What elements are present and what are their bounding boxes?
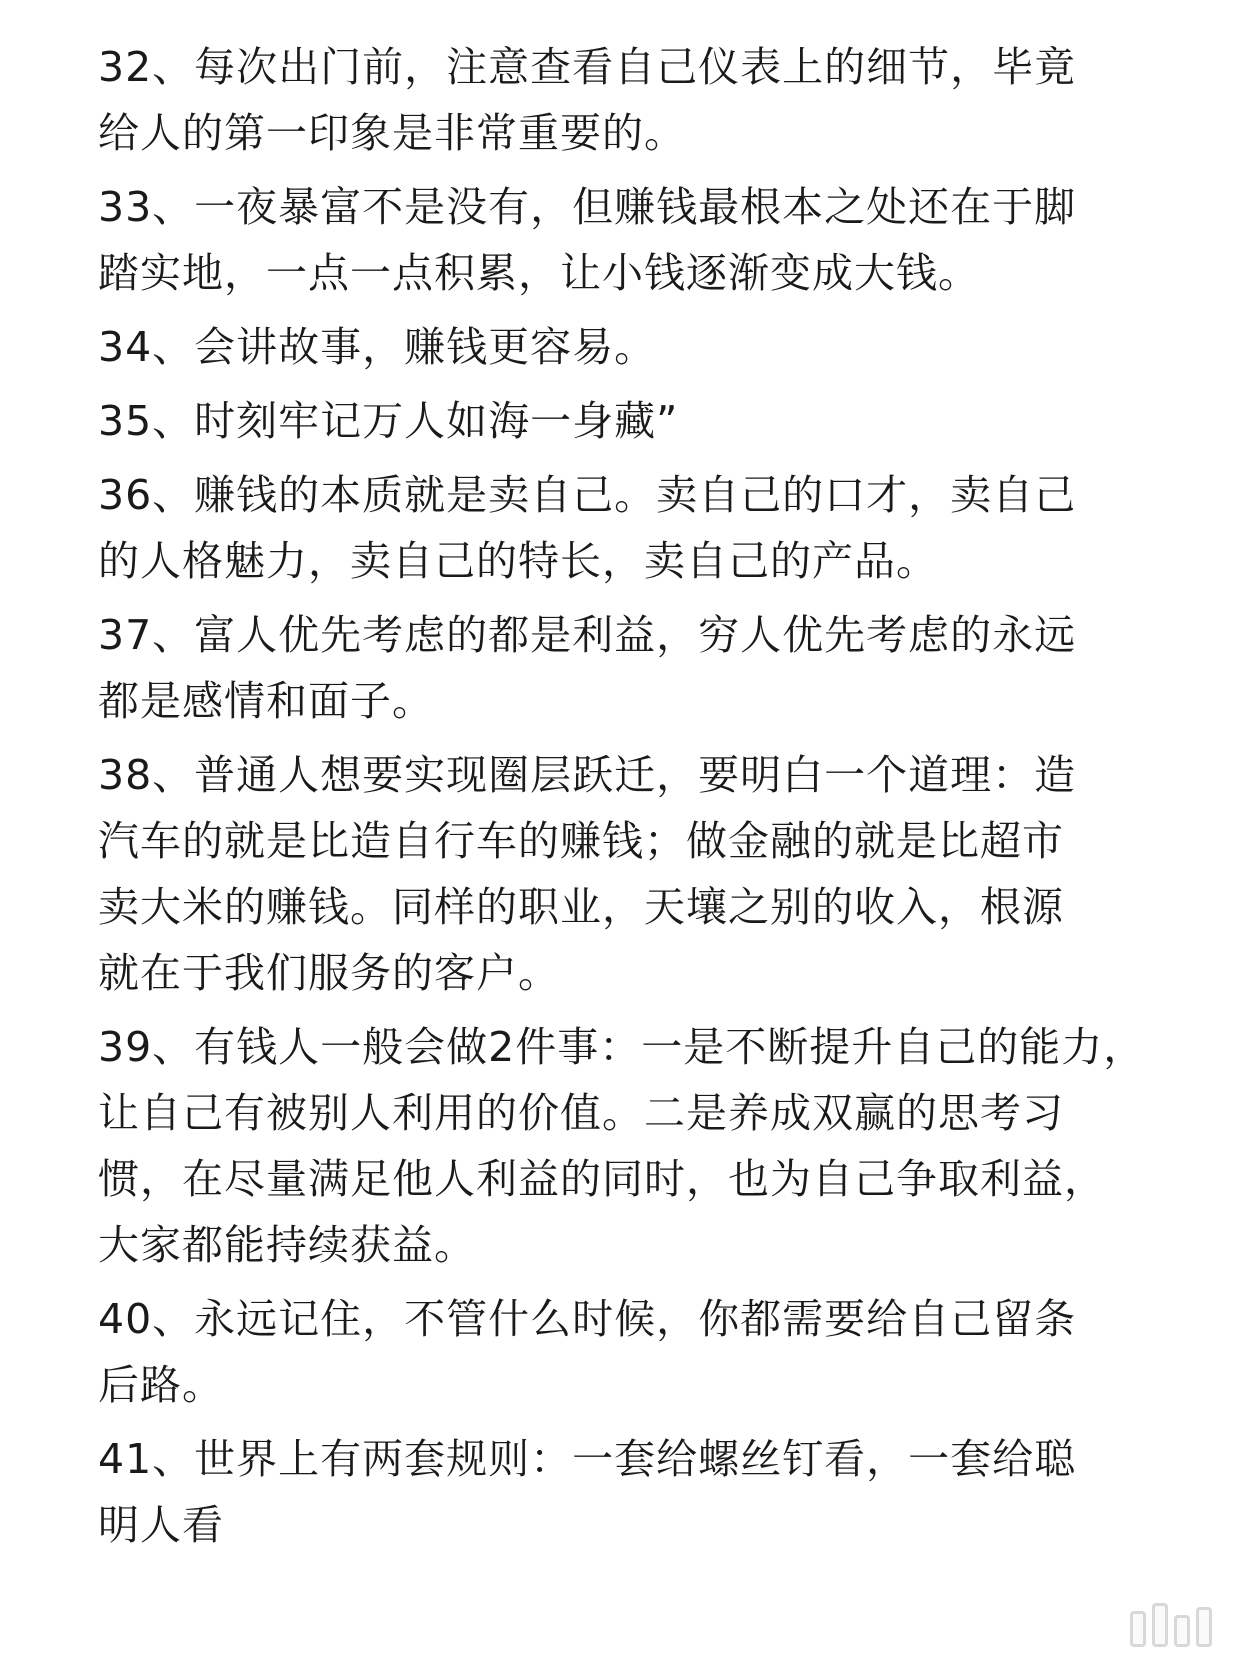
watermark-logo [1130, 1603, 1212, 1647]
list-item-37: 37、富人优先考虑的都是利益，穷人优先考虑的永远 都是感情和面子。 [98, 611, 1077, 725]
list-item-38: 38、普通人想要实现圈层跃迁，要明白一个道理：造 汽车的就是比造自行车的赚钱；做金融的就是比超市 卖大米的赚钱。同样的职业，天壤之别的收入，根源 就在于我们服务的客户。 [98, 751, 1077, 997]
watermark-bar [1174, 1615, 1190, 1647]
numbered-list [98, 34, 1158, 1566]
list-item-41: 41、世界上有两套规则：一套给螺丝钉看，一套给聪 明人看 [98, 1435, 1077, 1549]
list-item-39: 39、有钱人一般会做2件事：一是不断提升自己的能力， 让自己有被别人利用的价值。二是养成双赢的思考习 惯，在尽量满足他人利益的同时，也为自己争取利益， 大家都能持续获益。 [98, 1023, 1146, 1269]
watermark-bar [1196, 1607, 1212, 1647]
list-item-40: 40、永远记住，不管什么时候，你都需要给自己留条 后路。 [98, 1295, 1077, 1409]
list-item-36: 36、赚钱的本质就是卖自己。卖自己的口才，卖自己 的人格魅力，卖自己的特长，卖自己的产品。 [98, 471, 1077, 585]
list-item-35: 35、时刻牢记万人如海一身藏” [98, 397, 679, 445]
list-item-34: 34、会讲故事，赚钱更容易。 [98, 323, 657, 371]
watermark-bar [1130, 1611, 1146, 1647]
watermark-bar [1152, 1603, 1168, 1647]
list-item-32: 32、每次出门前，注意查看自己仪表上的细节，毕竟 给人的第一印象是非常重要的。 [98, 43, 1077, 157]
list-item-33: 33、一夜暴富不是没有，但赚钱最根本之处还在于脚 踏实地，一点一点积累，让小钱逐渐变成大钱。 [98, 183, 1077, 297]
